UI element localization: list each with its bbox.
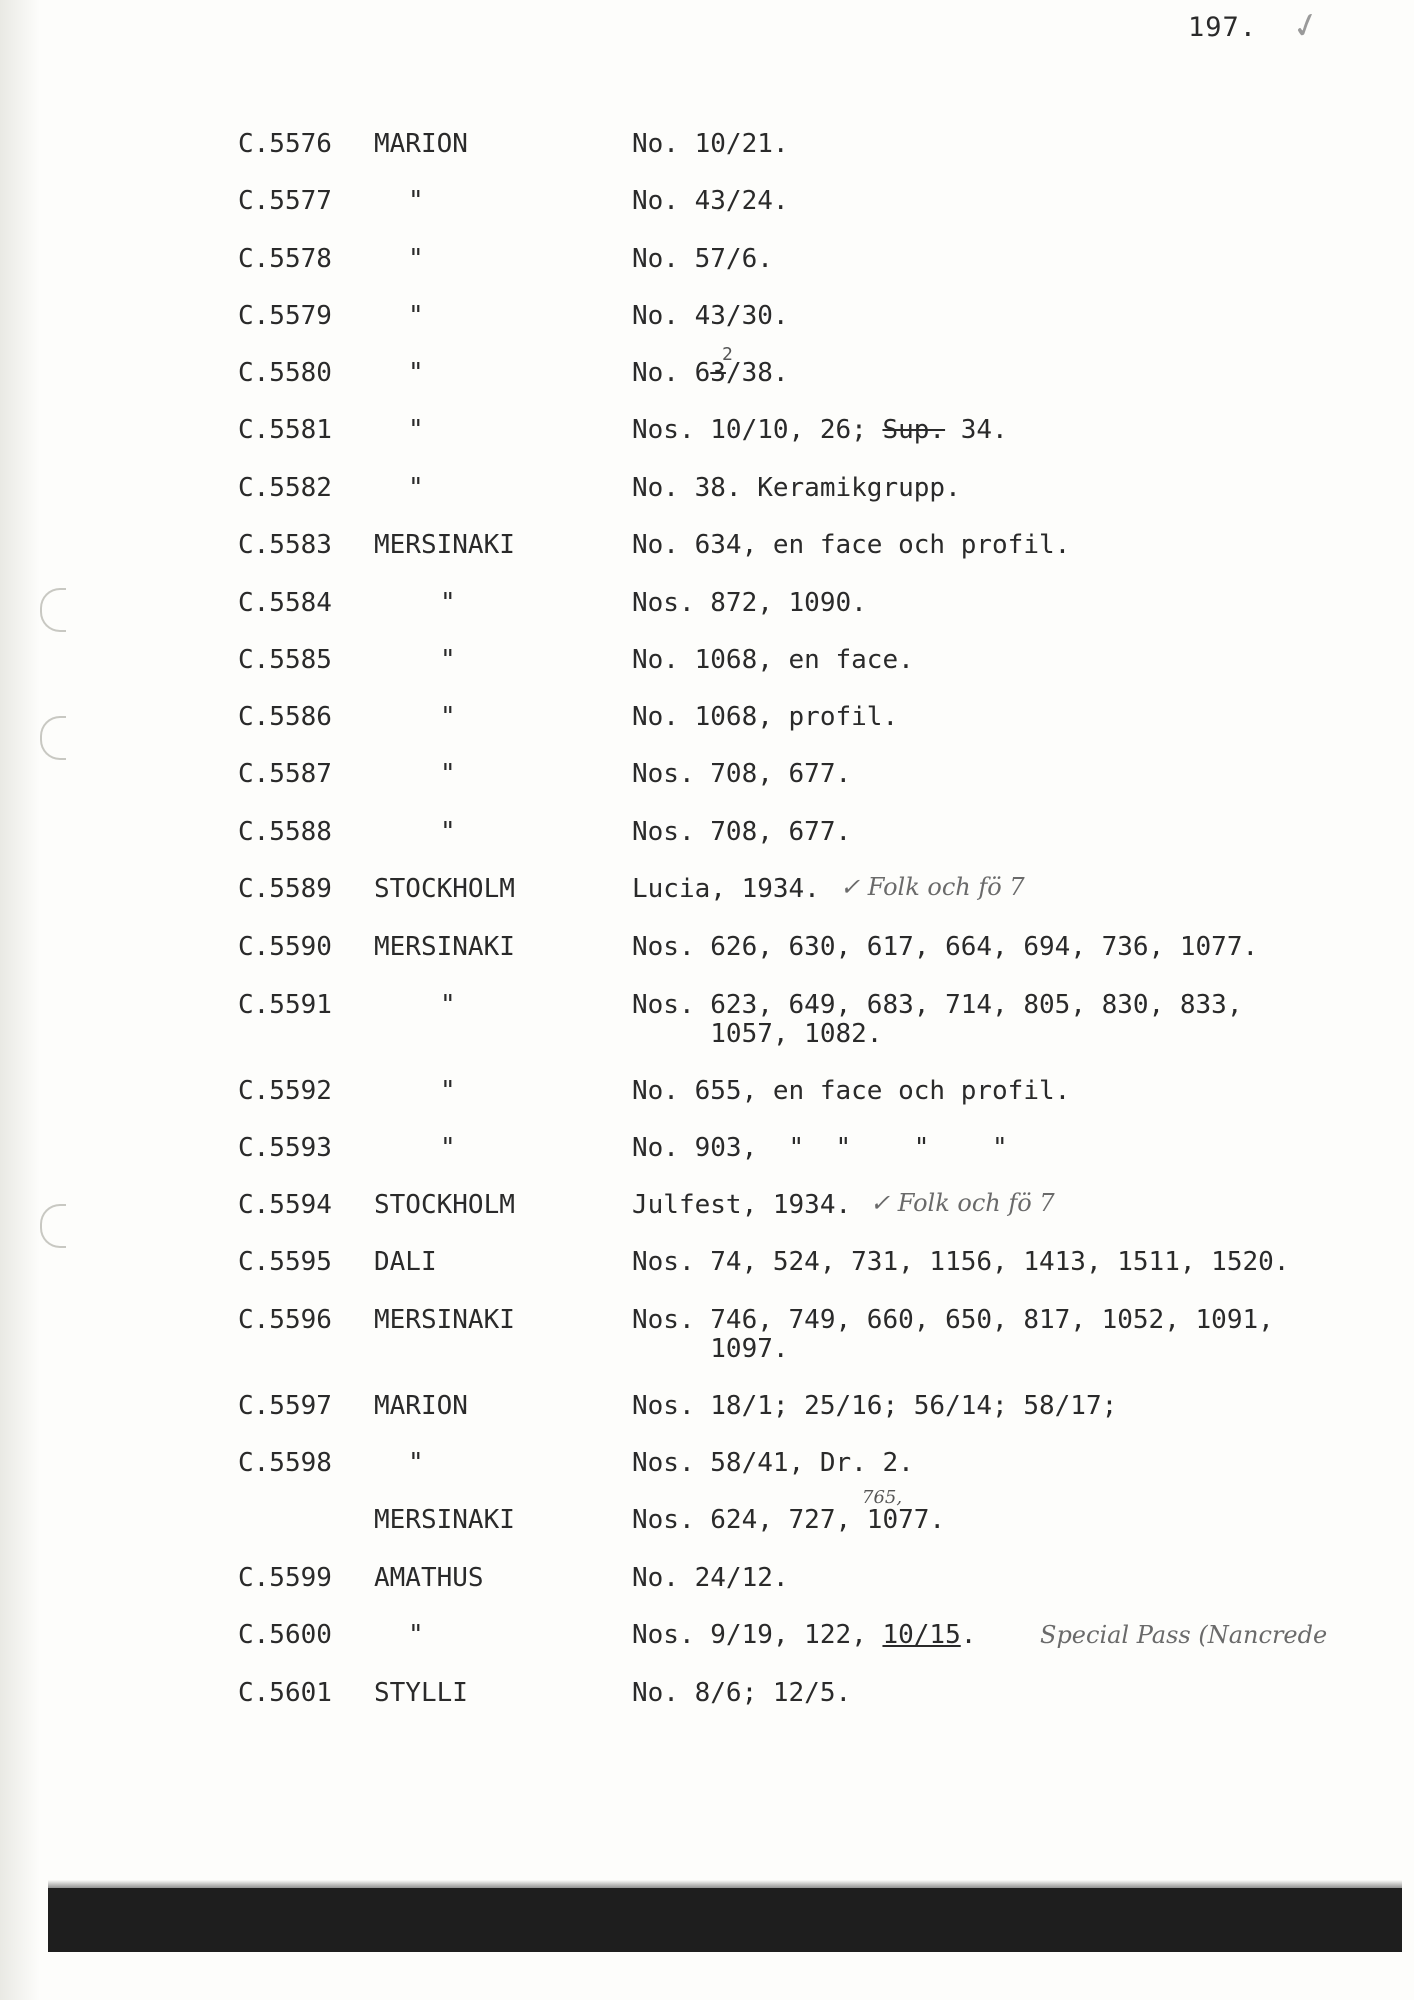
site-name: DALI — [374, 1247, 437, 1277]
item-description-continued: 1057, 1082. — [632, 1019, 883, 1049]
item-description: Nos. 746, 749, 660, 650, 817, 1052, 1091, — [632, 1305, 1274, 1335]
catalog-code: C.5583 — [238, 530, 332, 560]
page-number: 197. — [1188, 12, 1258, 43]
catalog-code: C.5581 — [238, 415, 332, 445]
catalog-code: C.5594 — [238, 1190, 332, 1220]
catalog-code: C.5579 — [238, 301, 332, 331]
binder-hole-mark — [40, 1204, 66, 1248]
item-description: No. 43/30. — [632, 301, 789, 331]
ditto-mark: " — [440, 990, 456, 1020]
ditto-mark: " — [408, 244, 424, 274]
item-description-continued: 1097. — [632, 1334, 789, 1364]
item-description: No. 38. Keramikgrupp. — [632, 473, 961, 503]
ditto-mark: " — [440, 817, 456, 847]
ditto-mark: " — [408, 1620, 424, 1650]
handwritten-note: ✓ Folk och fö 7 — [840, 873, 1025, 901]
item-description: Nos. 708, 677. — [632, 817, 852, 847]
catalog-code: C.5600 — [238, 1620, 332, 1650]
item-description: Nos. 58/41, Dr. 2. — [632, 1448, 914, 1478]
underlined-number: 10/15 — [882, 1620, 961, 1650]
struck-text: Sup. — [882, 415, 946, 445]
handwritten-note: Special Pass (Nancrede — [1040, 1621, 1328, 1649]
catalog-code: C.5593 — [238, 1133, 332, 1163]
catalog-code: C.5589 — [238, 874, 332, 904]
catalog-code: C.5592 — [238, 1076, 332, 1106]
item-description: No. 24/12. — [632, 1563, 789, 1593]
handwritten-note: ✓ Folk och fö 7 — [870, 1189, 1055, 1217]
ditto-mark: " — [440, 702, 456, 732]
site-name: MARION — [374, 129, 468, 159]
catalog-code: C.5585 — [238, 645, 332, 675]
ditto-mark: " — [408, 1448, 424, 1478]
ditto-mark: " — [408, 358, 424, 388]
ditto-mark: " — [408, 301, 424, 331]
catalog-code: C.5587 — [238, 759, 332, 789]
ditto-mark: " — [408, 415, 424, 445]
catalog-code: C.5582 — [238, 473, 332, 503]
catalog-code: C.5578 — [238, 244, 332, 274]
handwritten-correction: 765, — [862, 1487, 903, 1508]
item-description: Nos. 623, 649, 683, 714, 805, 830, 833, — [632, 990, 1243, 1020]
ditto-mark: " — [440, 759, 456, 789]
item-description: No. 903, " " " " — [632, 1133, 1008, 1163]
site-name: AMATHUS — [374, 1563, 484, 1593]
item-description: Nos. 9/19, 122, 10/15. — [632, 1620, 977, 1650]
item-description: No. 8/6; 12/5. — [632, 1678, 852, 1708]
ditto-mark: " — [440, 1133, 456, 1163]
item-description: No. 63/38. — [632, 358, 789, 388]
scan-bottom-edge — [48, 1888, 1402, 1952]
catalog-code: C.5580 — [238, 358, 332, 388]
item-description: No. 1068, en face. — [632, 645, 914, 675]
ditto-mark: " — [408, 186, 424, 216]
catalog-code: C.5584 — [238, 588, 332, 618]
item-description: Nos. 624, 727, 1077. — [632, 1505, 946, 1535]
catalog-code: C.5598 — [238, 1448, 332, 1478]
ditto-mark: " — [408, 473, 424, 503]
ditto-mark: " — [440, 588, 456, 618]
scan-left-edge — [0, 0, 40, 2000]
item-description: Nos. 18/1; 25/16; 56/14; 58/17; — [632, 1391, 1118, 1421]
item-description: No. 57/6. — [632, 244, 773, 274]
site-name: STYLLI — [374, 1678, 468, 1708]
site-name: MERSINAKI — [374, 1505, 515, 1535]
item-description: Julfest, 1934. — [632, 1190, 852, 1220]
item-description: Nos. 872, 1090. — [632, 588, 867, 618]
site-name: MARION — [374, 1391, 468, 1421]
item-description: No. 655, en face och profil. — [632, 1076, 1071, 1106]
catalog-code: C.5588 — [238, 817, 332, 847]
item-description: No. 634, en face och profil. — [632, 530, 1071, 560]
site-name: STOCKHOLM — [374, 1190, 515, 1220]
site-name: MERSINAKI — [374, 530, 515, 560]
binder-hole-mark — [40, 716, 66, 760]
catalog-code: C.5595 — [238, 1247, 332, 1277]
item-description: Lucia, 1934. — [632, 874, 820, 904]
site-name: MERSINAKI — [374, 932, 515, 962]
item-description: Nos. 10/10, 26; Sup. 34. — [632, 415, 1008, 445]
item-description: No. 10/21. — [632, 129, 789, 159]
item-description: No. 43/24. — [632, 186, 789, 216]
catalog-code: C.5597 — [238, 1391, 332, 1421]
catalog-code: C.5601 — [238, 1678, 332, 1708]
site-name: STOCKHOLM — [374, 874, 515, 904]
struck-digit: 3 — [710, 358, 726, 388]
catalog-code: C.5590 — [238, 932, 332, 962]
binder-hole-mark — [40, 588, 66, 632]
catalog-code: C.5577 — [238, 186, 332, 216]
ditto-mark: " — [440, 645, 456, 675]
handwritten-correction: 2 — [722, 344, 733, 365]
item-description: Nos. 626, 630, 617, 664, 694, 736, 1077. — [632, 932, 1259, 962]
catalog-code: C.5596 — [238, 1305, 332, 1335]
item-description: No. 1068, profil. — [632, 702, 899, 732]
site-name: MERSINAKI — [374, 1305, 515, 1335]
catalog-code: C.5576 — [238, 129, 332, 159]
check-mark: ✓ — [1287, 2, 1326, 50]
catalog-code: C.5599 — [238, 1563, 332, 1593]
catalog-code: C.5591 — [238, 990, 332, 1020]
catalog-code: C.5586 — [238, 702, 332, 732]
ditto-mark: " — [440, 1076, 456, 1106]
item-description: Nos. 74, 524, 731, 1156, 1413, 1511, 1520. — [632, 1247, 1290, 1277]
item-description: Nos. 708, 677. — [632, 759, 852, 789]
